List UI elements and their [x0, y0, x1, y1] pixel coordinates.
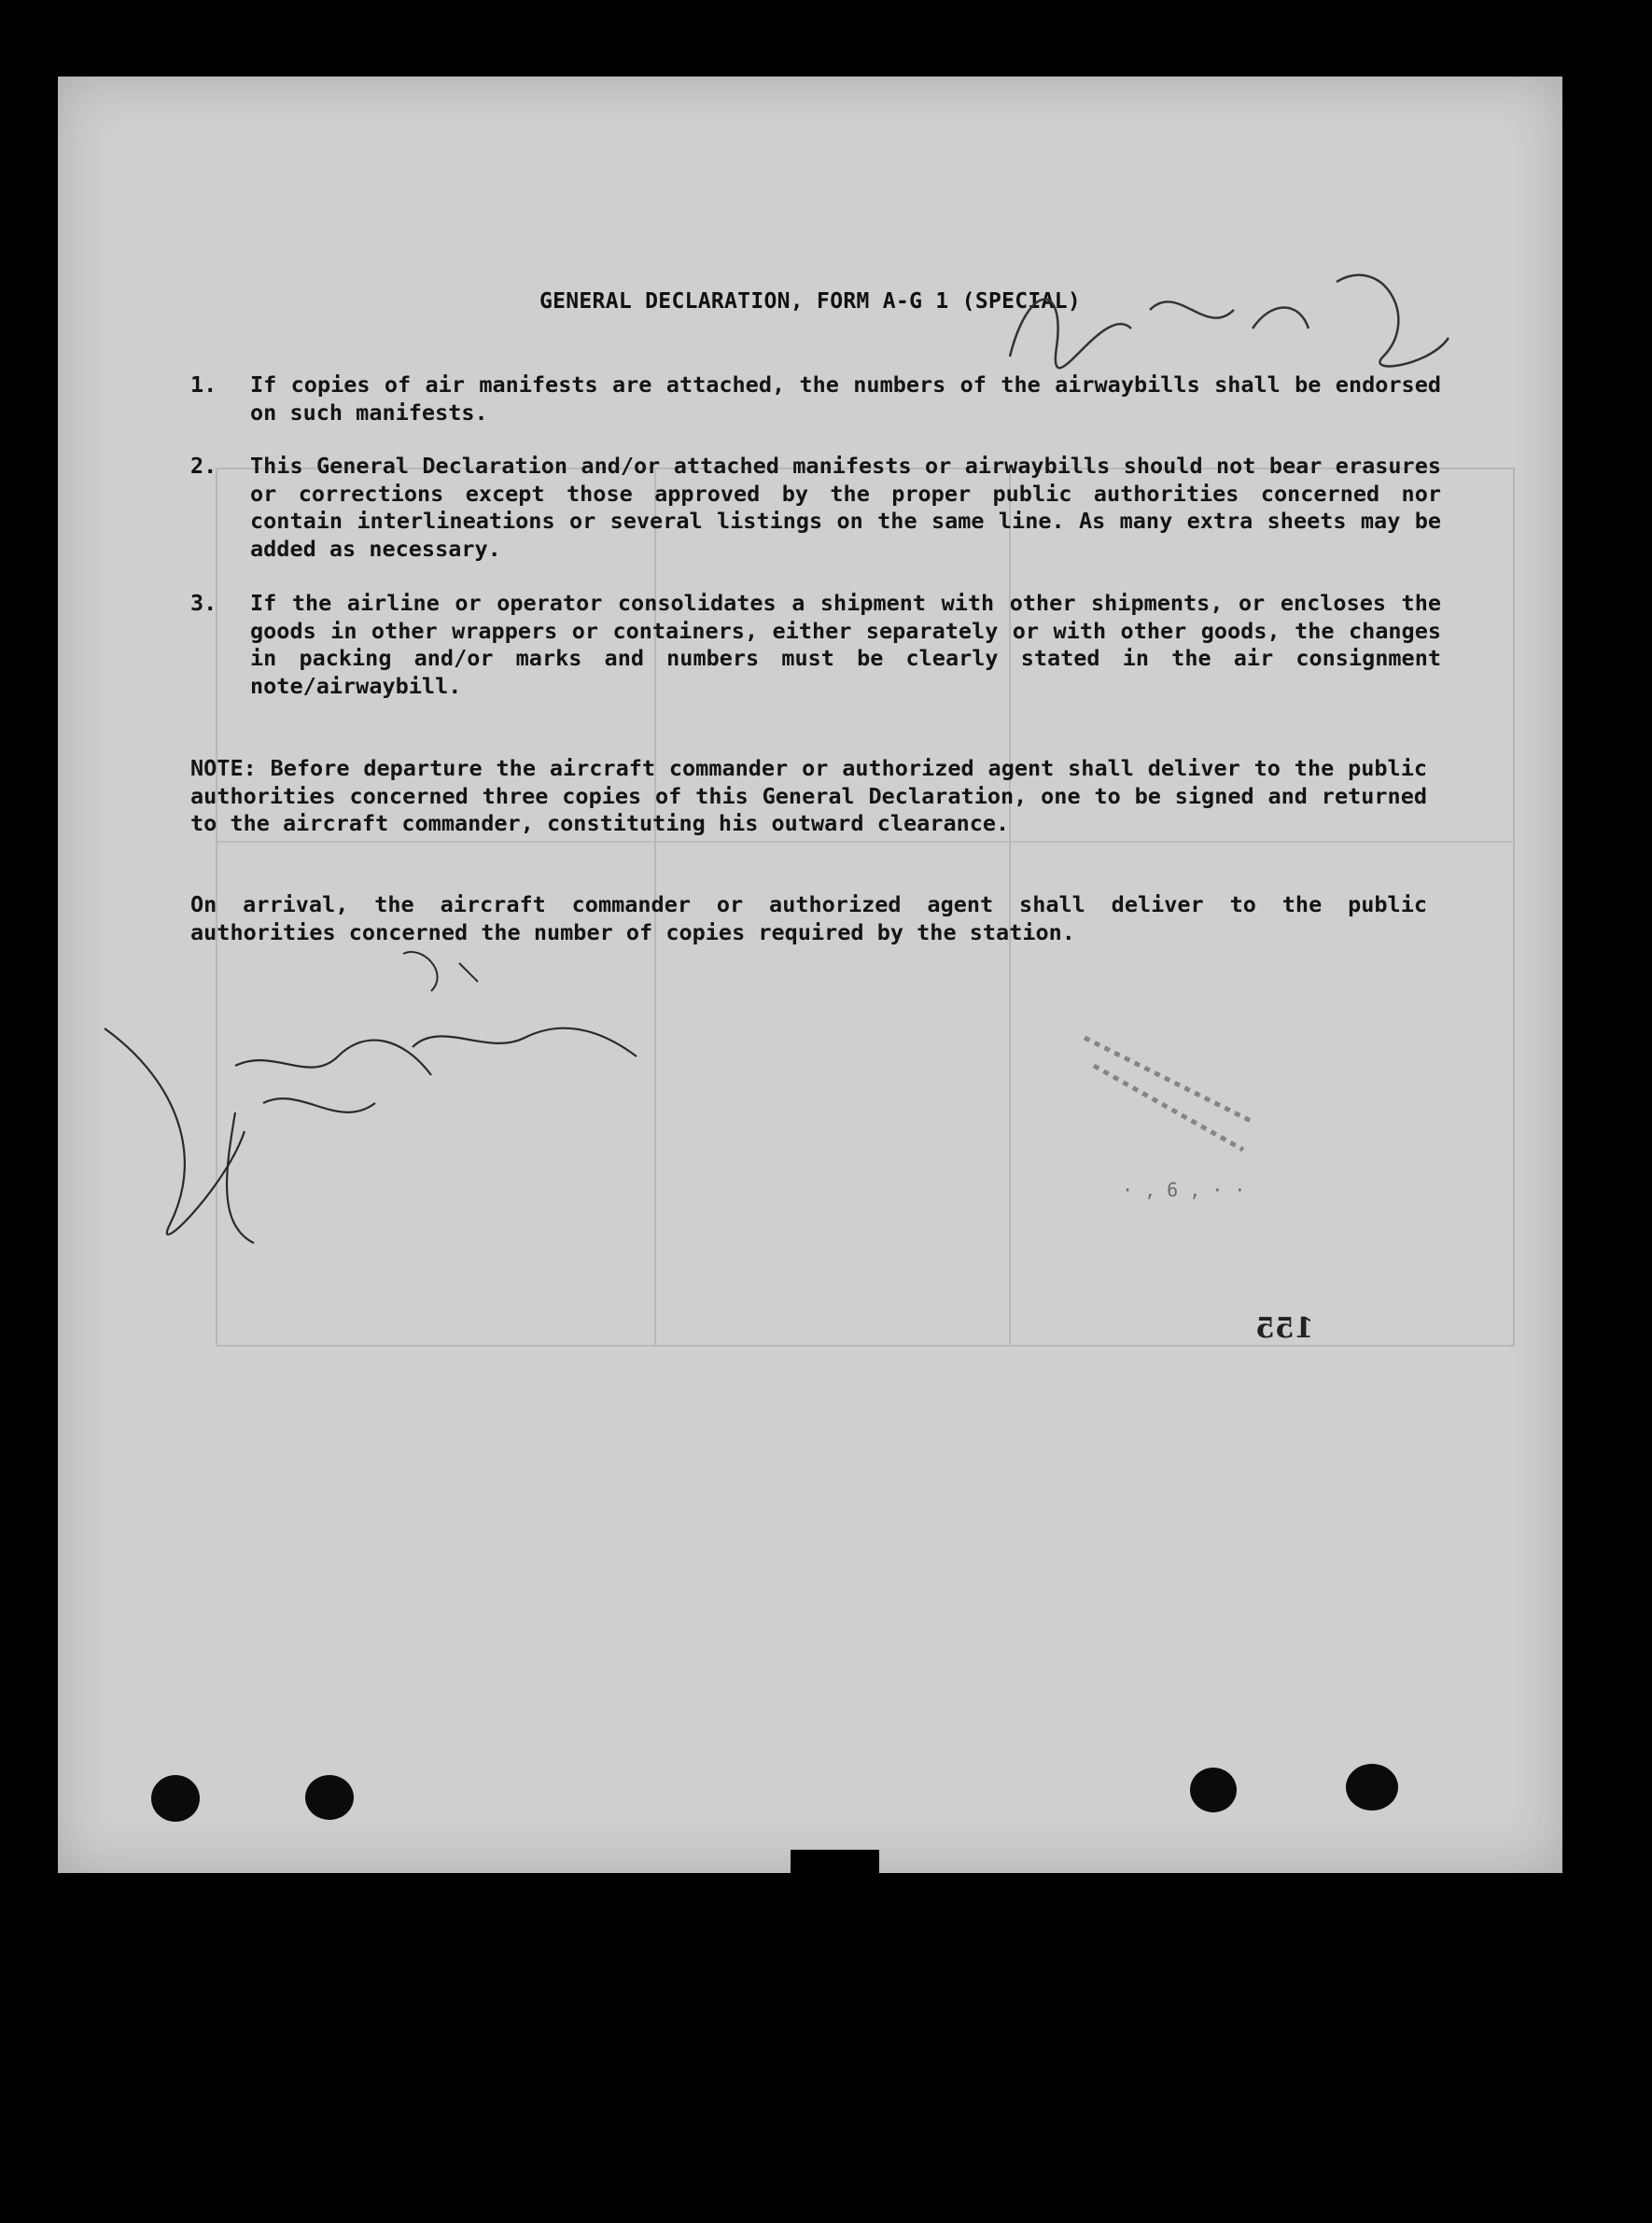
page-number: 155 — [1255, 1312, 1314, 1345]
torn-edge-notch — [791, 1850, 879, 1876]
svg-text:· , 6 , · ·: · , 6 , · · — [1122, 1179, 1246, 1201]
punch-hole — [151, 1775, 200, 1822]
arrival-paragraph: On arrival, the aircraft commander or authorized agent shall deliver to the public authorities concerned the number of copies required by the station. — [190, 891, 1427, 945]
instruction-item-1 — [190, 371, 1441, 426]
punch-hole — [305, 1775, 354, 1820]
item-number: 2. — [190, 453, 217, 479]
handwritten-signature — [95, 944, 655, 1280]
item-text: If the airline or operator consolidates a shipment with other shipments, or encloses the goods in other wrappers or containers, either separately or with other goods, the changes in packing and/or marks and numbers must be clearly stated in the air consignment note/airwaybill. — [250, 590, 1441, 699]
document-page — [58, 77, 1562, 1873]
item-text: If copies of air manifests are attached, the numbers of the airwaybills shall be endorsed on such manifests. — [250, 371, 1441, 426]
instruction-item-3 — [190, 590, 1441, 700]
punch-hole — [1346, 1764, 1398, 1811]
faded-stamp — [1066, 1010, 1309, 1224]
handwritten-scribble-top — [991, 245, 1458, 384]
instruction-item-2 — [190, 453, 1441, 563]
item-number: 3. — [190, 590, 217, 616]
punch-hole — [1190, 1768, 1237, 1812]
item-text: This General Declaration and/or attached manifests or airwaybills should not bear erasures or corrections except those approved by the proper public authorities concerned nor contain interlineations or several listings on the same line. As many extra sheets may be added as necessary. — [250, 453, 1441, 562]
page-title: GENERAL DECLARATION, FORM A-G 1 (SPECIAL) — [539, 289, 1082, 314]
item-number: 1. — [190, 371, 217, 398]
note-paragraph: NOTE: Before departure the aircraft commander or authorized agent shall deliver to the public authorities concerned three copies of this General Declaration, one to be signed and returned to the aircraft commander, constituting his outward clearance. — [190, 755, 1427, 836]
